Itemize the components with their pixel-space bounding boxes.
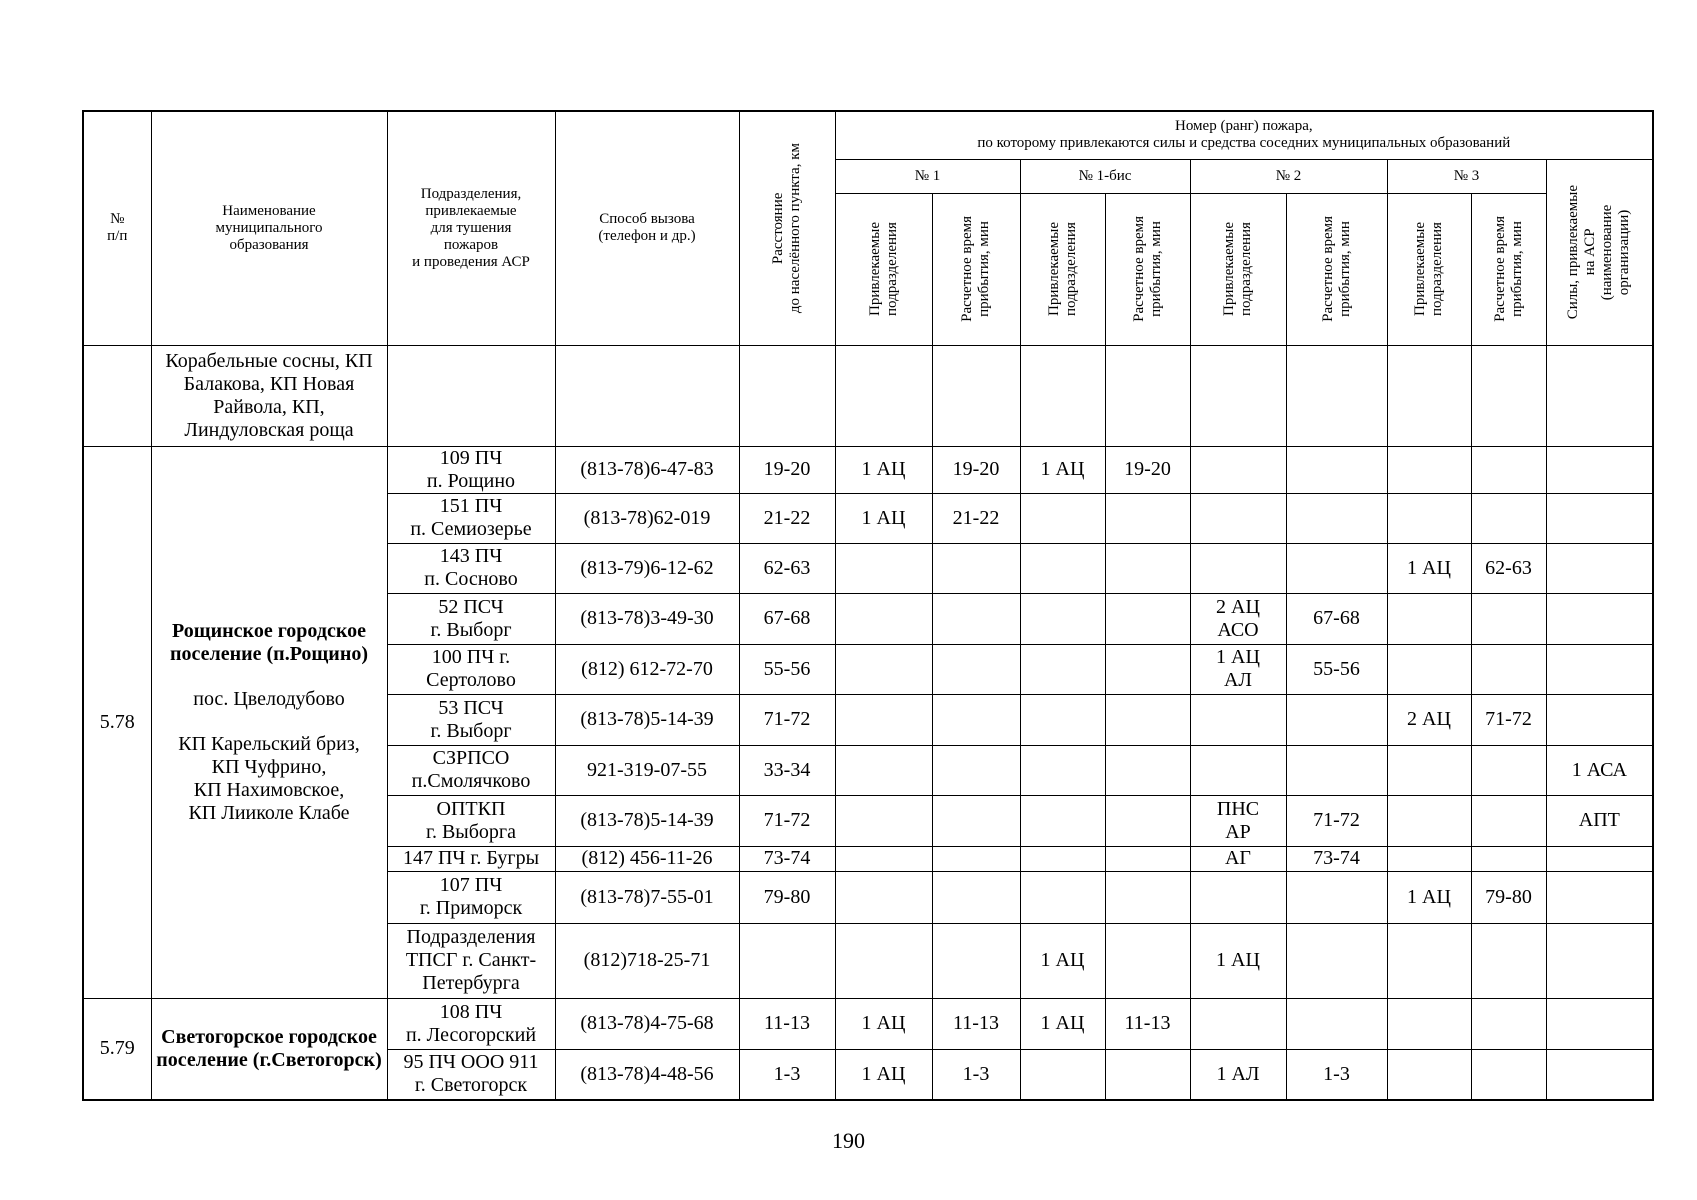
rank3-units-cell bbox=[1387, 493, 1471, 543]
rank2-units-cell: 2 АЦ АСО bbox=[1190, 593, 1286, 644]
rank2-time-cell bbox=[1286, 694, 1387, 745]
phone-cell: (813-79)6-12-62 bbox=[555, 543, 739, 593]
rank1bis-time-cell bbox=[1105, 1049, 1190, 1100]
unit-cell: 52 ПСЧ г. Выборг bbox=[387, 593, 555, 644]
rank1-time-cell bbox=[932, 644, 1020, 694]
rank1bis-time-cell bbox=[1105, 593, 1190, 644]
page-number: 190 bbox=[832, 1128, 865, 1153]
rank1bis-time-cell: 11-13 bbox=[1105, 998, 1190, 1049]
header-rank-1: № 1 bbox=[835, 159, 1020, 193]
rank2-time-cell bbox=[1286, 446, 1387, 493]
unit-cell: 109 ПЧ п. Рощино bbox=[387, 446, 555, 493]
unit-cell: 143 ПЧ п. Сосново bbox=[387, 543, 555, 593]
phone-cell: (812) 612-72-70 bbox=[555, 644, 739, 694]
rank1-time-cell bbox=[932, 846, 1020, 871]
unit-cell: 151 ПЧ п. Семиозерье bbox=[387, 493, 555, 543]
rank3-time-cell bbox=[1471, 923, 1546, 998]
phone-cell: (813-78)5-14-39 bbox=[555, 795, 739, 846]
rank3-units-cell: 1 АЦ bbox=[1387, 543, 1471, 593]
rank1bis-units-cell bbox=[1020, 1049, 1105, 1100]
header-rank-title: Номер (ранг) пожара, по которому привлекаются силы и средства соседних муниципальных образований bbox=[835, 111, 1653, 159]
distance-cell: 79-80 bbox=[739, 871, 835, 923]
distance-cell bbox=[739, 923, 835, 998]
distance-cell: 21-22 bbox=[739, 493, 835, 543]
rank2-units-cell bbox=[1190, 745, 1286, 795]
rank3-units-cell bbox=[1387, 644, 1471, 694]
settlement-list: КП Карельский бриз, КП Чуфрино, КП Нахимовское, КП Лииколе Клабе bbox=[178, 732, 360, 824]
rank1bis-units-cell bbox=[1020, 795, 1105, 846]
header-r1-time: Расчетное время прибытия, мин bbox=[932, 193, 1020, 345]
rank3-units-cell bbox=[1387, 446, 1471, 493]
rank3-units-cell bbox=[1387, 846, 1471, 871]
rank3-units-cell bbox=[1387, 593, 1471, 644]
rank1-units-cell bbox=[835, 923, 932, 998]
rank1bis-time-cell bbox=[1105, 745, 1190, 795]
rank1bis-time-cell bbox=[1105, 923, 1190, 998]
rank1-time-cell bbox=[932, 694, 1020, 745]
header-r1b-units: Привлекаемые подразделения bbox=[1020, 193, 1105, 345]
rank1-time-cell: 21-22 bbox=[932, 493, 1020, 543]
table-body bbox=[83, 345, 1653, 1100]
phone-cell: (813-78)62-019 bbox=[555, 493, 739, 543]
rank1-time-cell bbox=[932, 593, 1020, 644]
asr-cell bbox=[1546, 871, 1653, 923]
rank1bis-units-cell bbox=[1020, 871, 1105, 923]
header-distance: Расстояние до населённого пункта, км bbox=[739, 111, 835, 345]
settlement-list: пос. Цвелодубово bbox=[193, 687, 345, 710]
unit-cell: ОПТКП г. Выборга bbox=[387, 795, 555, 846]
asr-cell bbox=[1546, 846, 1653, 871]
rank3-time-cell bbox=[1471, 745, 1546, 795]
phone-cell: (813-78)6-47-83 bbox=[555, 446, 739, 493]
continuation-row bbox=[83, 345, 1653, 446]
rank1bis-time-cell bbox=[1105, 493, 1190, 543]
rank2-time-cell: 1-3 bbox=[1286, 1049, 1387, 1100]
header-r1-units: Привлекаемые подразделения bbox=[835, 193, 932, 345]
unit-cell: 147 ПЧ г. Бугры bbox=[387, 846, 555, 871]
rank2-units-cell bbox=[1190, 493, 1286, 543]
rank3-time-cell bbox=[1471, 998, 1546, 1049]
phone-cell: (813-78)7-55-01 bbox=[555, 871, 739, 923]
unit-cell: 100 ПЧ г. Сертолово bbox=[387, 644, 555, 694]
rank3-time-cell bbox=[1471, 846, 1546, 871]
header-units: Подразделения, привлекаемые для тушения пожаров и проведения АСР bbox=[387, 111, 555, 345]
rank1bis-units-cell bbox=[1020, 543, 1105, 593]
asr-cell bbox=[1546, 1049, 1653, 1100]
distance-cell: 71-72 bbox=[739, 694, 835, 745]
rank2-time-cell: 73-74 bbox=[1286, 846, 1387, 871]
rank1bis-units-cell bbox=[1020, 694, 1105, 745]
continuation-name: Корабельные сосны, КП Балакова, КП Новая Райвола, КП, Линдуловская роща bbox=[151, 345, 387, 446]
rank1-units-cell bbox=[835, 871, 932, 923]
rank1-units-cell bbox=[835, 745, 932, 795]
rank1-time-cell: 19-20 bbox=[932, 446, 1020, 493]
distance-cell: 67-68 bbox=[739, 593, 835, 644]
rank3-time-cell: 71-72 bbox=[1471, 694, 1546, 745]
rank3-units-cell bbox=[1387, 795, 1471, 846]
table-row bbox=[83, 446, 1653, 493]
rank1bis-units-cell: 1 АЦ bbox=[1020, 923, 1105, 998]
distance-cell: 73-74 bbox=[739, 846, 835, 871]
rank2-units-cell bbox=[1190, 871, 1286, 923]
phone-cell: (813-78)4-75-68 bbox=[555, 998, 739, 1049]
rank3-units-cell bbox=[1387, 923, 1471, 998]
group-name-cell bbox=[151, 446, 387, 998]
unit-cell: 95 ПЧ ООО 911 г. Светогорск bbox=[387, 1049, 555, 1100]
rank1bis-time-cell bbox=[1105, 644, 1190, 694]
rank1bis-time-cell bbox=[1105, 846, 1190, 871]
rank3-units-cell bbox=[1387, 745, 1471, 795]
unit-cell: 53 ПСЧ г. Выборг bbox=[387, 694, 555, 745]
rank2-units-cell: 1 АЛ bbox=[1190, 1049, 1286, 1100]
group-number: 5.79 bbox=[83, 998, 151, 1100]
rank2-units-cell: 1 АЦ bbox=[1190, 923, 1286, 998]
rank2-time-cell bbox=[1286, 493, 1387, 543]
header-num: № п/п bbox=[83, 111, 151, 345]
rank1bis-units-cell bbox=[1020, 593, 1105, 644]
rank1-time-cell bbox=[932, 871, 1020, 923]
rank3-units-cell: 1 АЦ bbox=[1387, 871, 1471, 923]
distance-cell: 55-56 bbox=[739, 644, 835, 694]
group-title: Светогорское городское поселение (г.Светогорск) bbox=[156, 1025, 382, 1071]
rank1-units-cell: 1 АЦ bbox=[835, 1049, 932, 1100]
rank1-time-cell bbox=[932, 745, 1020, 795]
asr-cell bbox=[1546, 543, 1653, 593]
asr-cell bbox=[1546, 694, 1653, 745]
distance-cell: 33-34 bbox=[739, 745, 835, 795]
rank1-units-cell bbox=[835, 694, 932, 745]
phone-cell: (812) 456-11-26 bbox=[555, 846, 739, 871]
distance-cell: 1-3 bbox=[739, 1049, 835, 1100]
header-r1b-time: Расчетное время прибытия, мин bbox=[1105, 193, 1190, 345]
group-number: 5.78 bbox=[83, 446, 151, 998]
rank1bis-time-cell bbox=[1105, 694, 1190, 745]
rank1bis-units-cell bbox=[1020, 745, 1105, 795]
header-r2-time: Расчетное время прибытия, мин bbox=[1286, 193, 1387, 345]
fire-forces-table bbox=[82, 110, 1654, 1101]
phone-cell: (813-78)3-49-30 bbox=[555, 593, 739, 644]
rank3-time-cell bbox=[1471, 644, 1546, 694]
unit-cell: 107 ПЧ г. Приморск bbox=[387, 871, 555, 923]
header-r3-units: Привлекаемые подразделения bbox=[1387, 193, 1471, 345]
rank1-units-cell: 1 АЦ bbox=[835, 998, 932, 1049]
rank1bis-units-cell: 1 АЦ bbox=[1020, 998, 1105, 1049]
rank1bis-units-cell: 1 АЦ bbox=[1020, 446, 1105, 493]
phone-cell: (813-78)5-14-39 bbox=[555, 694, 739, 745]
asr-cell: АПТ bbox=[1546, 795, 1653, 846]
group-name-cell bbox=[151, 998, 387, 1100]
header-r2-units: Привлекаемые подразделения bbox=[1190, 193, 1286, 345]
asr-cell bbox=[1546, 593, 1653, 644]
distance-cell: 11-13 bbox=[739, 998, 835, 1049]
rank3-units-cell: 2 АЦ bbox=[1387, 694, 1471, 745]
phone-cell: (813-78)4-48-56 bbox=[555, 1049, 739, 1100]
rank1bis-time-cell bbox=[1105, 871, 1190, 923]
rank3-time-cell bbox=[1471, 1049, 1546, 1100]
rank2-units-cell bbox=[1190, 694, 1286, 745]
asr-cell bbox=[1546, 446, 1653, 493]
rank2-units-cell: 1 АЦ АЛ bbox=[1190, 644, 1286, 694]
rank2-units-cell bbox=[1190, 543, 1286, 593]
rank2-time-cell bbox=[1286, 923, 1387, 998]
rank2-units-cell: АГ bbox=[1190, 846, 1286, 871]
rank3-units-cell bbox=[1387, 1049, 1471, 1100]
header-asr: Силы, привлекаемые на АСР (наименование организации) bbox=[1546, 159, 1653, 345]
rank3-time-cell bbox=[1471, 593, 1546, 644]
rank1bis-time-cell bbox=[1105, 543, 1190, 593]
rank2-units-cell bbox=[1190, 998, 1286, 1049]
rank1-units-cell bbox=[835, 543, 932, 593]
rank2-time-cell: 71-72 bbox=[1286, 795, 1387, 846]
rank1bis-units-cell bbox=[1020, 846, 1105, 871]
rank1-units-cell bbox=[835, 795, 932, 846]
rank1-units-cell bbox=[835, 846, 932, 871]
phone-cell: (812)718-25-71 bbox=[555, 923, 739, 998]
header-rank-1bis: № 1-бис bbox=[1020, 159, 1190, 193]
rank1-time-cell bbox=[932, 795, 1020, 846]
rank2-time-cell bbox=[1286, 998, 1387, 1049]
header-rank-2: № 2 bbox=[1190, 159, 1387, 193]
rank1-time-cell: 1-3 bbox=[932, 1049, 1020, 1100]
rank1bis-time-cell bbox=[1105, 795, 1190, 846]
distance-cell: 19-20 bbox=[739, 446, 835, 493]
rank3-time-cell: 79-80 bbox=[1471, 871, 1546, 923]
rank1-units-cell bbox=[835, 593, 932, 644]
group-title: Рощинское городское поселение (п.Рощино) bbox=[169, 619, 369, 665]
rank1-time-cell: 11-13 bbox=[932, 998, 1020, 1049]
rank1bis-time-cell: 19-20 bbox=[1105, 446, 1190, 493]
rank1bis-units-cell bbox=[1020, 493, 1105, 543]
rank2-time-cell bbox=[1286, 871, 1387, 923]
asr-cell bbox=[1546, 644, 1653, 694]
unit-cell: СЗРПСО п.Смолячково bbox=[387, 745, 555, 795]
rank2-time-cell: 55-56 bbox=[1286, 644, 1387, 694]
asr-cell bbox=[1546, 493, 1653, 543]
unit-cell: 108 ПЧ п. Лесогорский bbox=[387, 998, 555, 1049]
distance-cell: 62-63 bbox=[739, 543, 835, 593]
asr-cell bbox=[1546, 923, 1653, 998]
rank1bis-units-cell bbox=[1020, 644, 1105, 694]
rank2-units-cell: ПНС АР bbox=[1190, 795, 1286, 846]
table-row bbox=[83, 998, 1653, 1049]
rank3-units-cell bbox=[1387, 998, 1471, 1049]
rank1-units-cell: 1 АЦ bbox=[835, 446, 932, 493]
rank3-time-cell bbox=[1471, 795, 1546, 846]
rank2-time-cell bbox=[1286, 745, 1387, 795]
rank3-time-cell bbox=[1471, 493, 1546, 543]
rank3-time-cell bbox=[1471, 446, 1546, 493]
rank2-time-cell bbox=[1286, 543, 1387, 593]
rank3-time-cell: 62-63 bbox=[1471, 543, 1546, 593]
rank1-time-cell bbox=[932, 543, 1020, 593]
header-r3-time: Расчетное время прибытия, мин bbox=[1471, 193, 1546, 345]
unit-cell: Подразделения ТПСГ г. Санкт- Петербурга bbox=[387, 923, 555, 998]
rank1-units-cell: 1 АЦ bbox=[835, 493, 932, 543]
rank2-time-cell: 67-68 bbox=[1286, 593, 1387, 644]
header-rank-3: № 3 bbox=[1387, 159, 1546, 193]
phone-cell: 921-319-07-55 bbox=[555, 745, 739, 795]
asr-cell: 1 АСА bbox=[1546, 745, 1653, 795]
header-name: Наименование муниципального образования bbox=[151, 111, 387, 345]
rank1-time-cell bbox=[932, 923, 1020, 998]
distance-cell: 71-72 bbox=[739, 795, 835, 846]
header-call: Способ вызова (телефон и др.) bbox=[555, 111, 739, 345]
rank1-units-cell bbox=[835, 644, 932, 694]
rank2-units-cell bbox=[1190, 446, 1286, 493]
continuation-num bbox=[83, 345, 151, 446]
asr-cell bbox=[1546, 998, 1653, 1049]
